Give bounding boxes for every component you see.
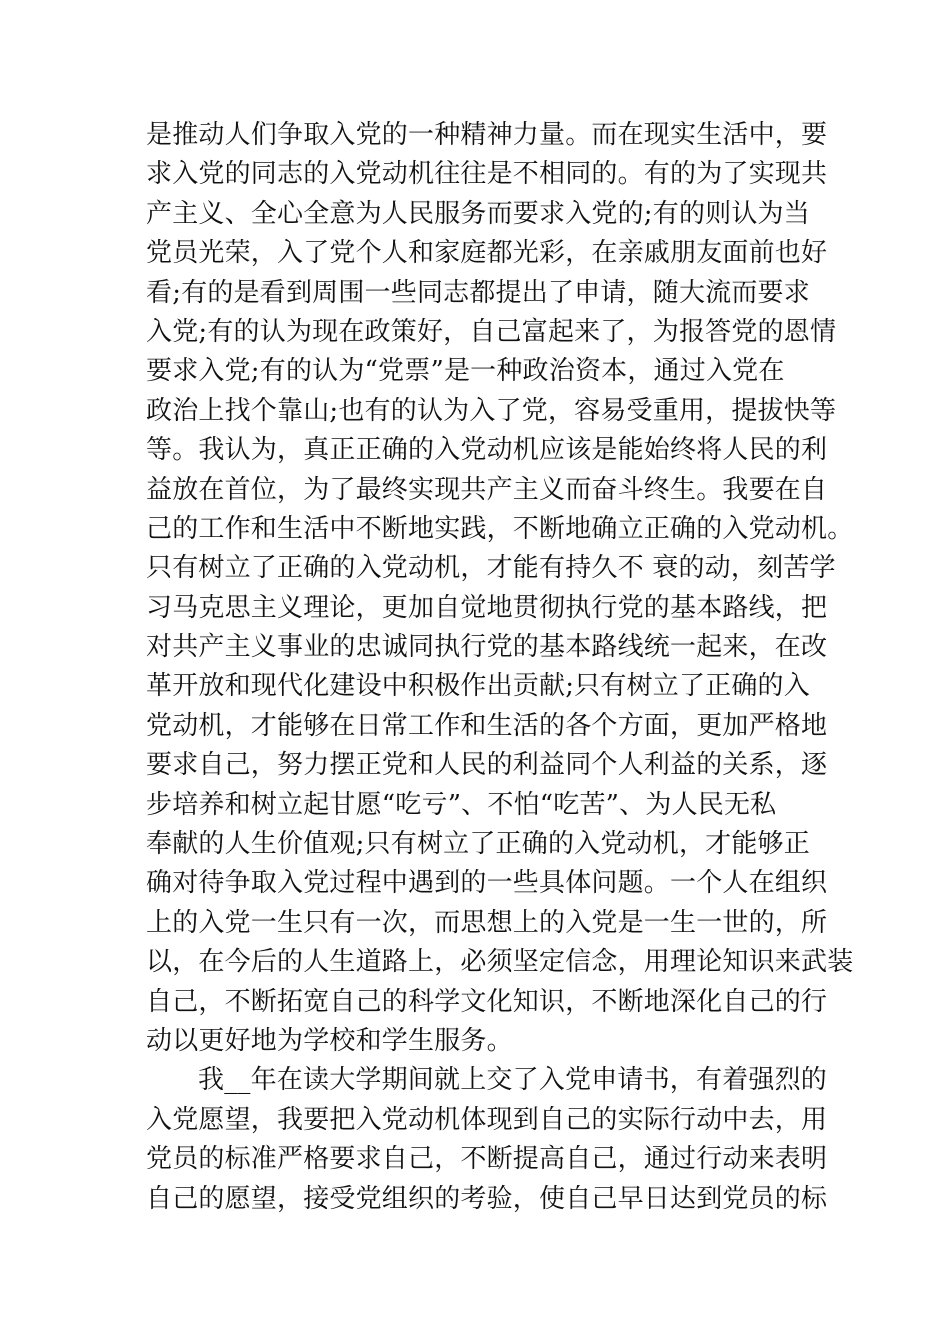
text-line: 习马克思主义理论，更加自觉地贯彻执行党的基本路线，把 — [146, 592, 828, 623]
text-line: 我__年在读大学期间就上交了入党申请书，有着强烈的 — [198, 1065, 828, 1096]
text-line: 求入党的同志的入党动机往往是不相同的。有的为了实现共 — [146, 159, 828, 190]
text-line: 党员的标准严格要求自己，不断提高自己，通过行动来表明 — [146, 1144, 828, 1175]
text-line: 党动机，才能够在日常工作和生活的各个方面，更加严格地 — [146, 710, 828, 741]
text-line: 看;有的是看到周围一些同志都提出了申请，随大流而要求 — [146, 277, 810, 308]
text-line: 益放在首位，为了最终实现共产主义而奋斗终生。我要在自 — [146, 474, 828, 505]
text-line: 是推动人们争取入党的一种精神力量。而在现实生活中，要 — [146, 120, 828, 150]
text-line: 要求入党;有的认为“党票”是一种政治资本，通过入党在 — [146, 356, 785, 387]
text-line: 产主义、全心全意为人民服务而要求入党的;有的则认为当 — [146, 198, 810, 229]
text-line: 奉献的人生价值观;只有树立了正确的入党动机，才能够正 — [146, 829, 810, 860]
text-line: 对共产主义事业的忠诚同执行党的基本路线统一起来，在改 — [146, 632, 828, 663]
text-line: 入党;有的认为现在政策好，自己富起来了，为报答党的恩情 — [146, 316, 837, 347]
text-line: 确对待争取入党过程中遇到的一些具体问题。一个人在组织 — [146, 868, 828, 899]
text-line: 要求自己，努力摆正党和人民的利益同个人利益的关系，逐 — [146, 750, 828, 781]
text-line: 以，在今后的人生道路上，必须坚定信念，用理论知识来武装 — [146, 947, 854, 978]
text-line: 己的工作和生活中不断地实践，不断地确立正确的入党动机。 — [146, 513, 854, 544]
text-line: 政治上找个靠山;也有的认为入了党，容易受重用，提拔快等 — [146, 395, 837, 426]
text-line: 自己的愿望，接受党组织的考验，使自己早日达到党员的标 — [146, 1183, 828, 1214]
paragraph-1 — [146, 116, 854, 1061]
text-line: 等。我认为，真正正确的入党动机应该是能始终将人民的利 — [146, 435, 828, 466]
paragraph-2 — [146, 1061, 826, 1219]
document-body — [146, 116, 854, 1219]
text-line: 党员光荣，入了党个人和家庭都光彩，在亲戚朋友面前也好 — [146, 238, 828, 269]
text-line: 革开放和现代化建设中积极作出贡献;只有树立了正确的入 — [146, 671, 810, 702]
text-line: 动以更好地为学校和学生服务。 — [146, 1025, 513, 1056]
text-line: 步培养和树立起甘愿“吃亏”、不怕“吃苦”、为人民无私 — [146, 789, 777, 820]
text-line: 自己，不断拓宽自己的科学文化知识，不断地深化自己的行 — [146, 986, 828, 1017]
text-line: 上的入党一生只有一次，而思想上的入党是一生一世的，所 — [146, 907, 828, 938]
text-line: 只有树立了正确的入党动机，才能有持久不 衰的动，刻苦学 — [146, 553, 836, 584]
text-line: 入党愿望，我要把入党动机体现到自己的实际行动中去，用 — [146, 1104, 828, 1135]
